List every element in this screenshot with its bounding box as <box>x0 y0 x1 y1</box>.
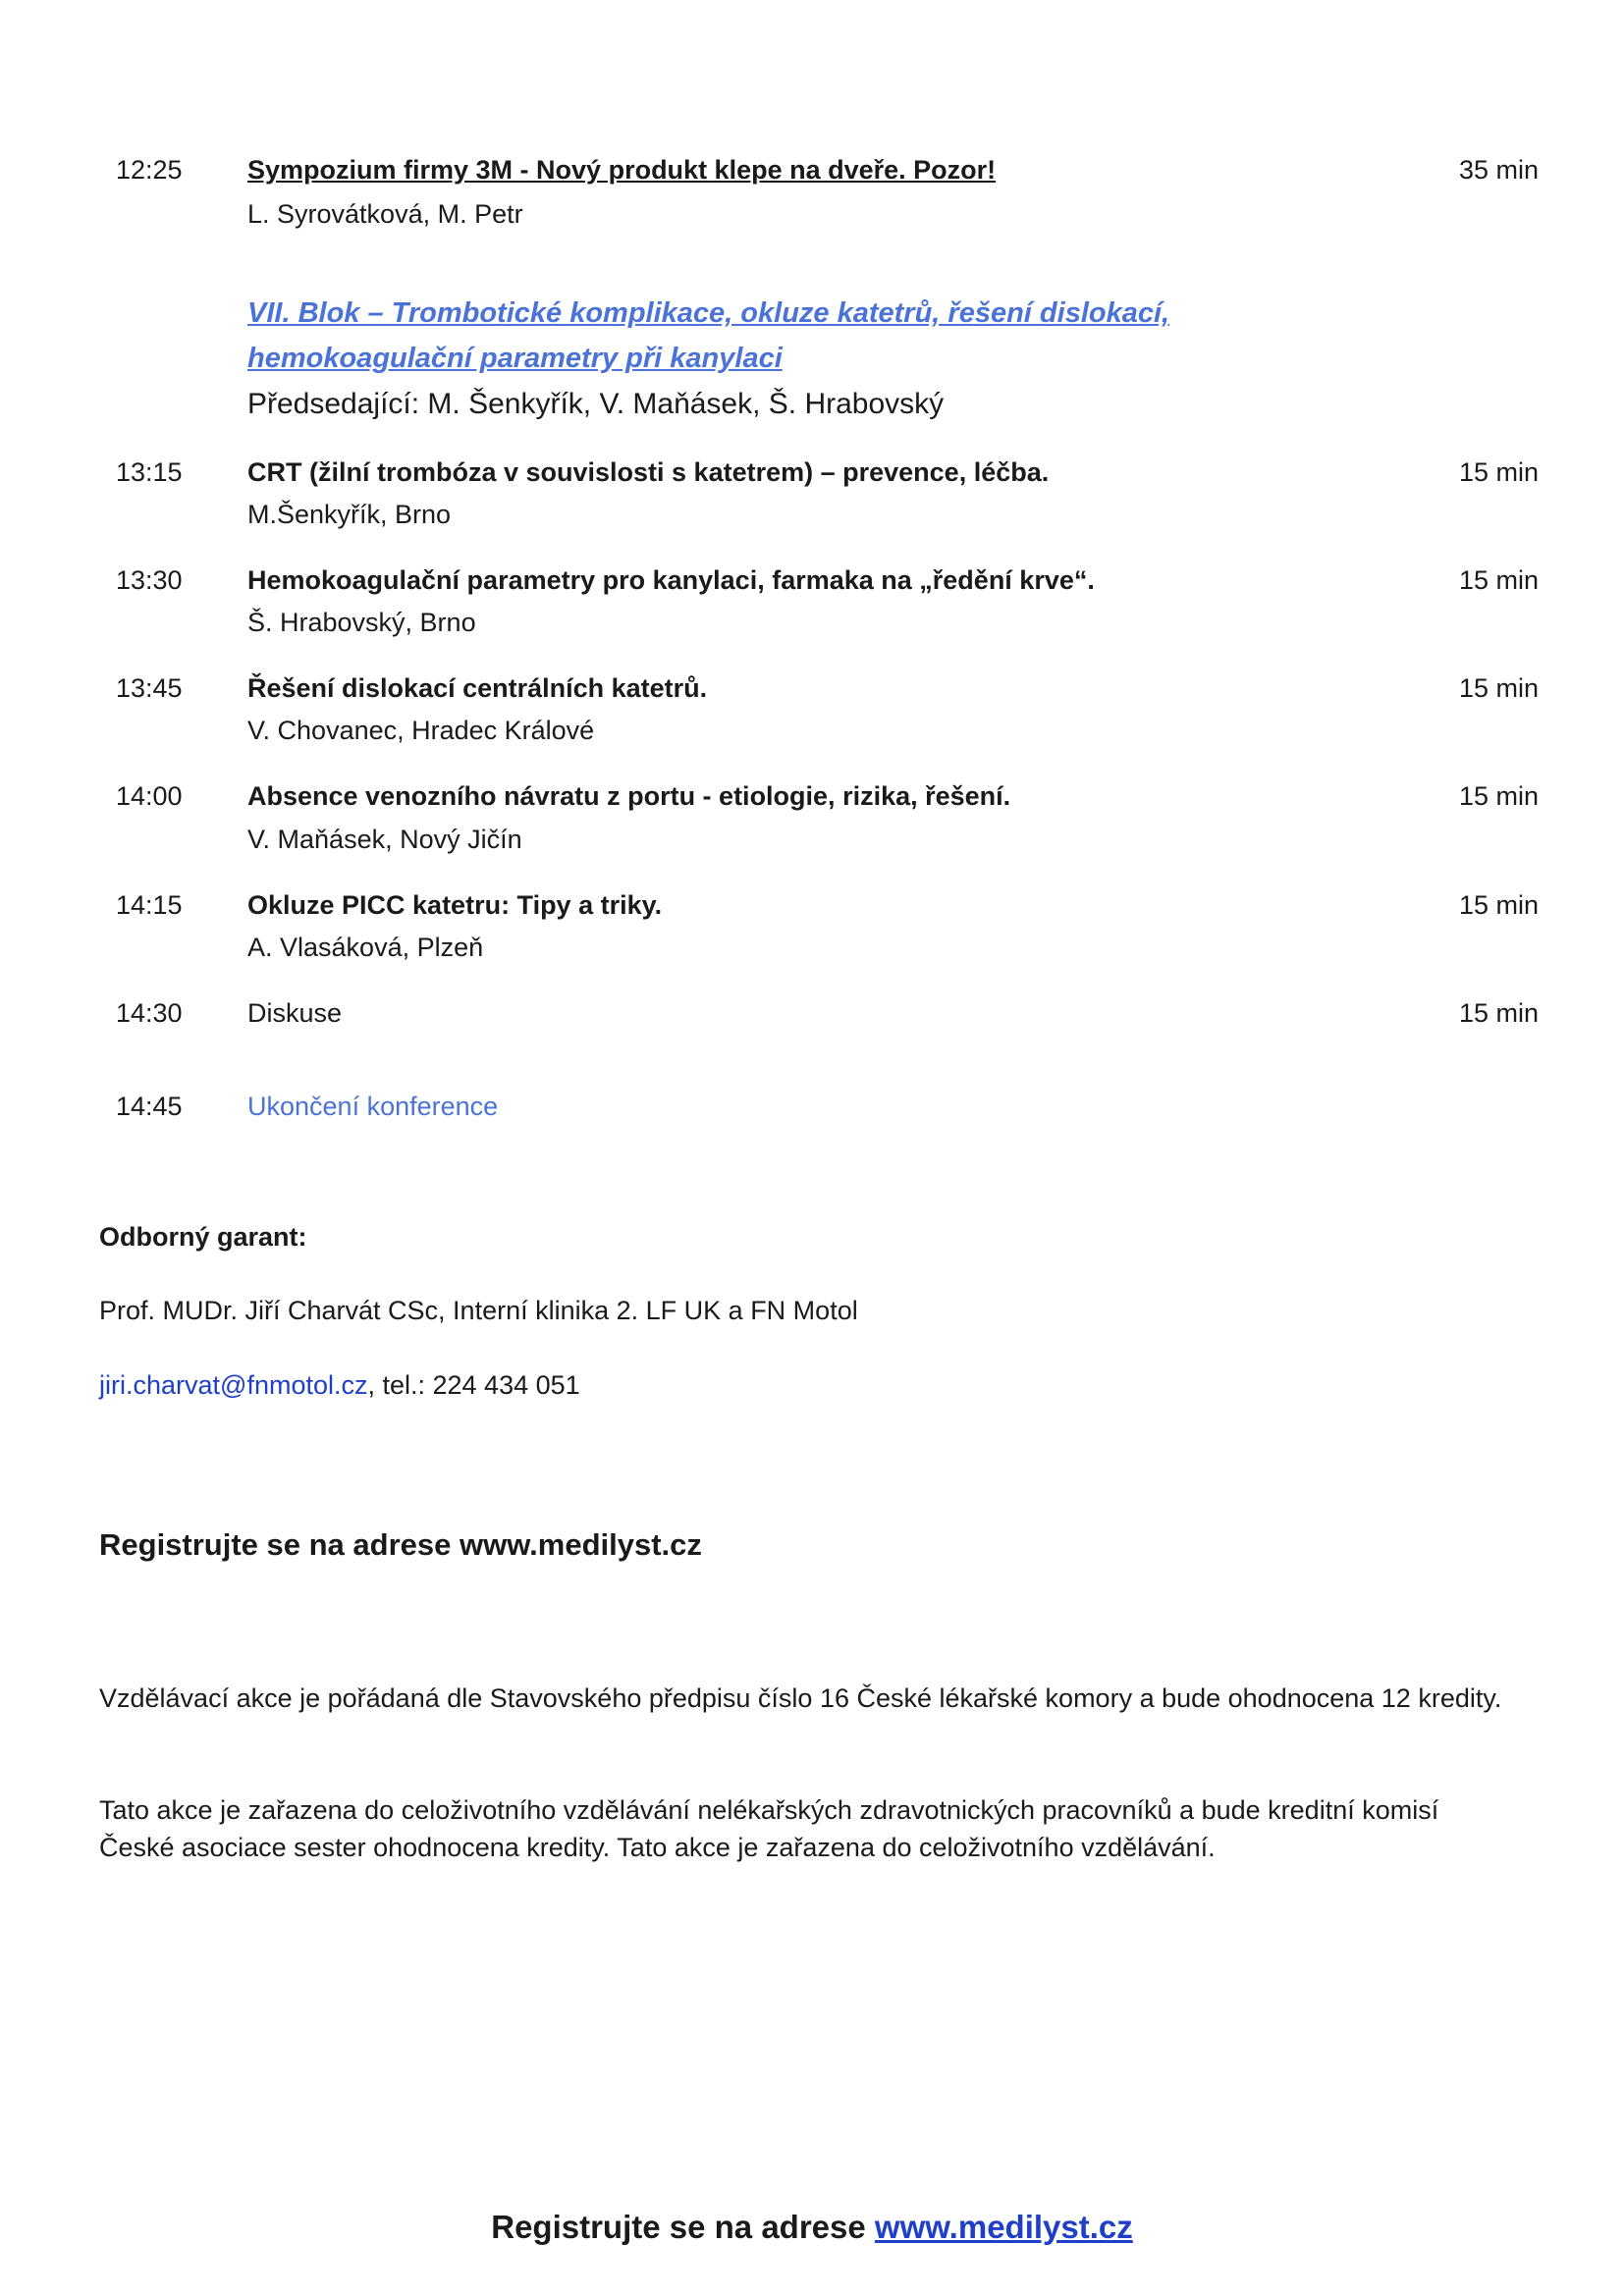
item-speaker: M.Šenkyřík, Brno <box>247 500 452 529</box>
block-title-line2[interactable]: hemokoagulační parametry při kanylaci <box>247 343 783 374</box>
item-title: CRT (žilní trombóza v souvislosti s katetrem) – prevence, léčba. <box>247 457 1050 487</box>
item-time: 12:25 <box>116 155 183 185</box>
item-duration: 15 min <box>1458 457 1539 487</box>
footer <box>0 2209 1624 2246</box>
guarantor-name: Prof. MUDr. Jiří Charvát CSc, Interní klinika 2. LF UK a FN Motol <box>99 1296 858 1325</box>
block-chairs: Předsedající: M. Šenkyřík, V. Maňásek, Š. Hrabovský <box>247 388 945 420</box>
item-time: 14:15 <box>116 890 183 920</box>
block-title[interactable] <box>247 291 1377 381</box>
item-duration: 15 min <box>1458 673 1539 703</box>
guarantor-heading: Odborný garant: <box>99 1222 307 1252</box>
footer-link[interactable]: www.medilyst.cz <box>874 2209 1133 2245</box>
footer-text: Registrujte se na adrese <box>491 2209 875 2245</box>
item-duration: 15 min <box>1458 998 1539 1028</box>
block-title-line1[interactable]: VII. Blok – Trombotické komplikace, okluze katetrů, řešení dislokací, <box>247 297 1170 329</box>
accreditation-paragraph-1: Vzdělávací akce je pořádaná dle Stavovského předpisu číslo 16 České lékařské komory a bude ohodnocena 12 kredity. <box>99 1683 1502 1713</box>
item-title: Řešení dislokací centrálních katetrů. <box>247 673 708 703</box>
guarantor-email-link[interactable]: jiri.charvat@fnmotol.cz <box>99 1370 368 1400</box>
item-speaker: V. Maňásek, Nový Jičín <box>247 825 522 854</box>
item-title: Ukončení konference <box>247 1092 499 1121</box>
item-time: 13:15 <box>116 457 183 487</box>
item-title: Okluze PICC katetru: Tipy a triky. <box>247 890 663 920</box>
item-speaker: A. Vlasáková, Plzeň <box>247 933 484 962</box>
item-duration: 15 min <box>1458 781 1539 811</box>
item-title: Absence venozního návratu z portu - etiologie, rizika, řešení. <box>247 781 1011 811</box>
item-speaker: V. Chovanec, Hradec Králové <box>247 716 595 745</box>
register-heading: Registrujte se na adrese www.medilyst.cz <box>99 1527 702 1562</box>
guarantor-phone: , tel.: 224 434 051 <box>367 1370 580 1400</box>
item-speaker: Š. Hrabovský, Brno <box>247 608 476 637</box>
accreditation-paragraph-2: Tato akce je zařazena do celoživotního vzdělávání nelékařských zdravotnických pracovníků a bude kreditní komisí České asociace sester ohodnocena kredity. Tato akce je zařazena do celoživotního vzdělávání. <box>99 1795 1439 1862</box>
item-duration: 15 min <box>1458 565 1539 595</box>
item-speaker: L. Syrovátková, M. Petr <box>247 199 523 229</box>
item-time: 13:30 <box>116 565 183 595</box>
item-title: Sympozium firmy 3M - Nový produkt klepe na dveře. Pozor! <box>247 155 997 185</box>
item-title: Diskuse <box>247 998 343 1028</box>
item-time: 13:45 <box>116 673 183 703</box>
item-duration: 15 min <box>1458 890 1539 920</box>
guarantor-contact <box>99 1370 580 1401</box>
item-time: 14:00 <box>116 781 183 811</box>
item-duration: 35 min <box>1458 155 1539 185</box>
item-time: 14:30 <box>116 998 183 1028</box>
item-time: 14:45 <box>116 1092 183 1121</box>
item-title: Hemokoagulační parametry pro kanylaci, farmaka na „ředění krve“. <box>247 565 1095 595</box>
